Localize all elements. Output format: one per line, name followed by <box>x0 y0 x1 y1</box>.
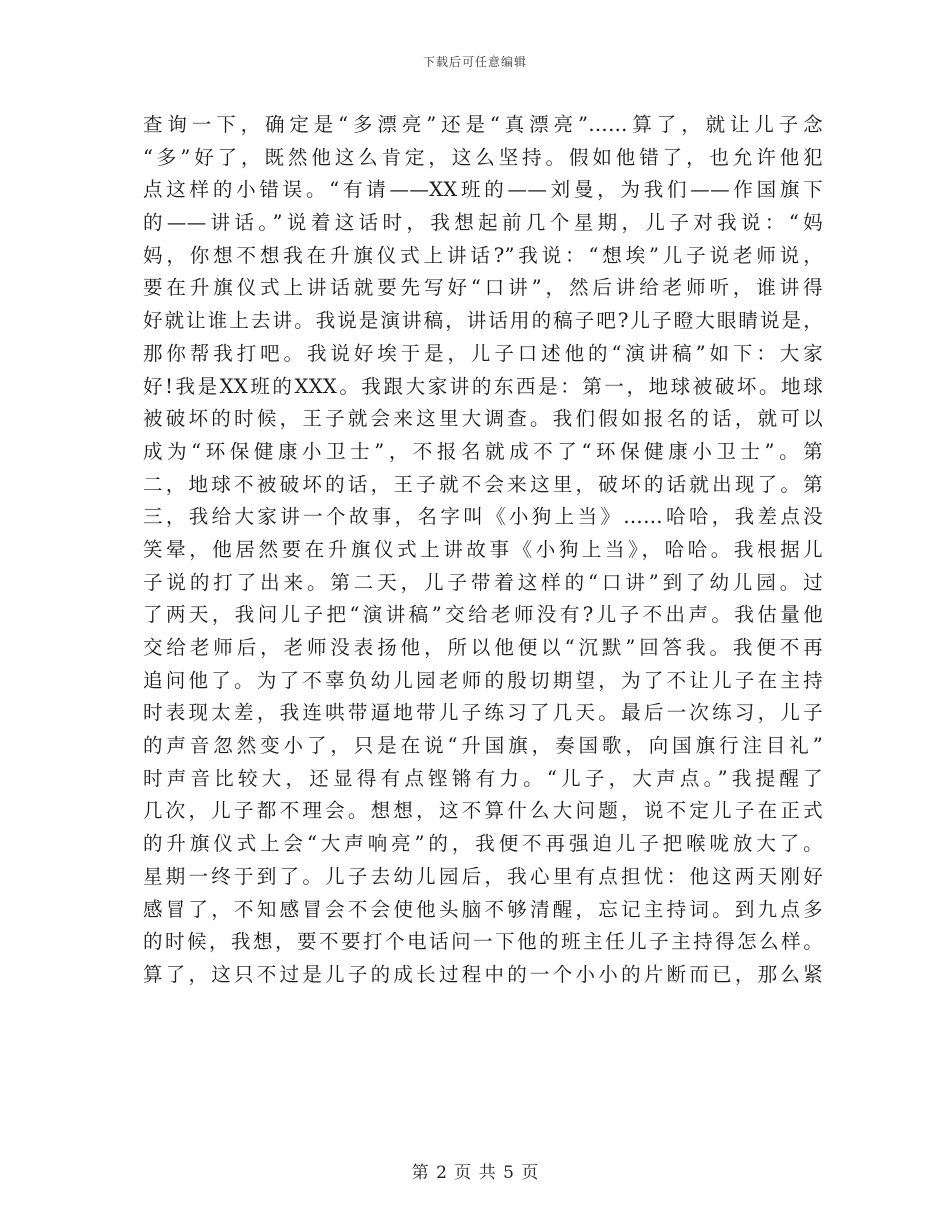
document-body <box>143 109 823 992</box>
text-line: 的——讲话。”说着这话时，我想起前几个星期，儿子对我说：“妈 <box>143 211 823 235</box>
text-line: 笑晕，他居然要在升旗仪式上讲故事《小狗上当》，哈哈。我根据儿 <box>143 537 823 561</box>
text-line: 几次，儿子都不理会。想想，这不算什么大问题，说不定儿子在正式 <box>143 799 823 823</box>
text-line: 要在升旗仪式上讲话就要先写好“口讲”，然后讲给老师听，谁讲得 <box>143 276 823 300</box>
text-line: 点这样的小错误。“有请——XX班的——刘曼，为我们——作国旗下 <box>143 178 823 202</box>
text-line: 子说的打了出来。第二天，儿子带着这样的“口讲”到了幼儿园。过 <box>143 570 823 594</box>
text-line: “多”好了，既然他这么肯定，这么坚持。假如他错了，也允许他犯 <box>143 145 823 169</box>
text-line: 被破坏的时候，王子就会来这里大调查。我们假如报名的话，就可以 <box>143 407 823 431</box>
text-line: 追问他了。为了不辜负幼儿园老师的殷切期望，为了不让儿子在主持 <box>143 668 823 692</box>
text-line: 妈，你想不想我在升旗仪式上讲话?”我说：“想埃”儿子说老师说， <box>143 243 823 267</box>
text-line: 感冒了，不知感冒会不会使他头脑不够清醒，忘记主持词。到九点多 <box>143 897 823 921</box>
text-line: 的时候，我想，要不要打个电话问一下他的班主任儿子主持得怎么样。 <box>143 930 823 954</box>
text-line: 时声音比较大，还显得有点铿锵有力。“儿子，大声点。”我提醒了 <box>143 766 823 790</box>
text-line: 三，我给大家讲一个故事，名字叫《小狗上当》……哈哈，我差点没 <box>143 505 823 529</box>
text-line: 算了，这只不过是儿子的成长过程中的一个小小的片断而已，那么紧 <box>143 962 823 986</box>
text-line: 那你帮我打吧。我说好埃于是，儿子口述他的“演讲稿”如下：大家 <box>143 341 823 365</box>
page-number-footer: 第 2 页 共 5 页 <box>411 1163 539 1183</box>
text-line: 星期一终于到了。儿子去幼儿园后，我心里有点担忧：他这两天刚好 <box>143 864 823 888</box>
text-line: 二，地球不被破坏的话，王子就不会来这里，破坏的话就出现了。第 <box>143 472 823 496</box>
text-line: 的声音忽然变小了，只是在说“升国旗，奏国歌，向国旗行注目礼” <box>143 734 823 758</box>
text-line: 好!我是XX班的XXX。我跟大家讲的东西是：第一，地球被破坏。地球 <box>143 374 823 398</box>
text-line: 好就让谁上去讲。我说是演讲稿，讲话用的稿子吧?儿子瞪大眼睛说是， <box>143 309 823 333</box>
text-line: 的升旗仪式上会“大声响亮”的，我便不再强迫儿子把喉咙放大了。 <box>143 832 823 856</box>
text-line: 了两天，我问儿子把“演讲稿”交给老师没有?儿子不出声。我估量他 <box>143 603 823 627</box>
text-line: 成为“环保健康小卫士”，不报名就成不了“环保健康小卫士”。第 <box>143 439 823 463</box>
page-header: 下载后可任意编辑 <box>422 55 527 69</box>
text-line: 交给老师后，老师没表扬他，所以他便以“沉默”回答我。我便不再 <box>143 636 823 659</box>
text-line: 查询一下，确定是“多漂亮”还是“真漂亮”……算了，就让儿子念 <box>143 113 823 136</box>
text-line: 时表现太差，我连哄带逼地带儿子练习了几天。最后一次练习，儿子 <box>143 701 823 725</box>
